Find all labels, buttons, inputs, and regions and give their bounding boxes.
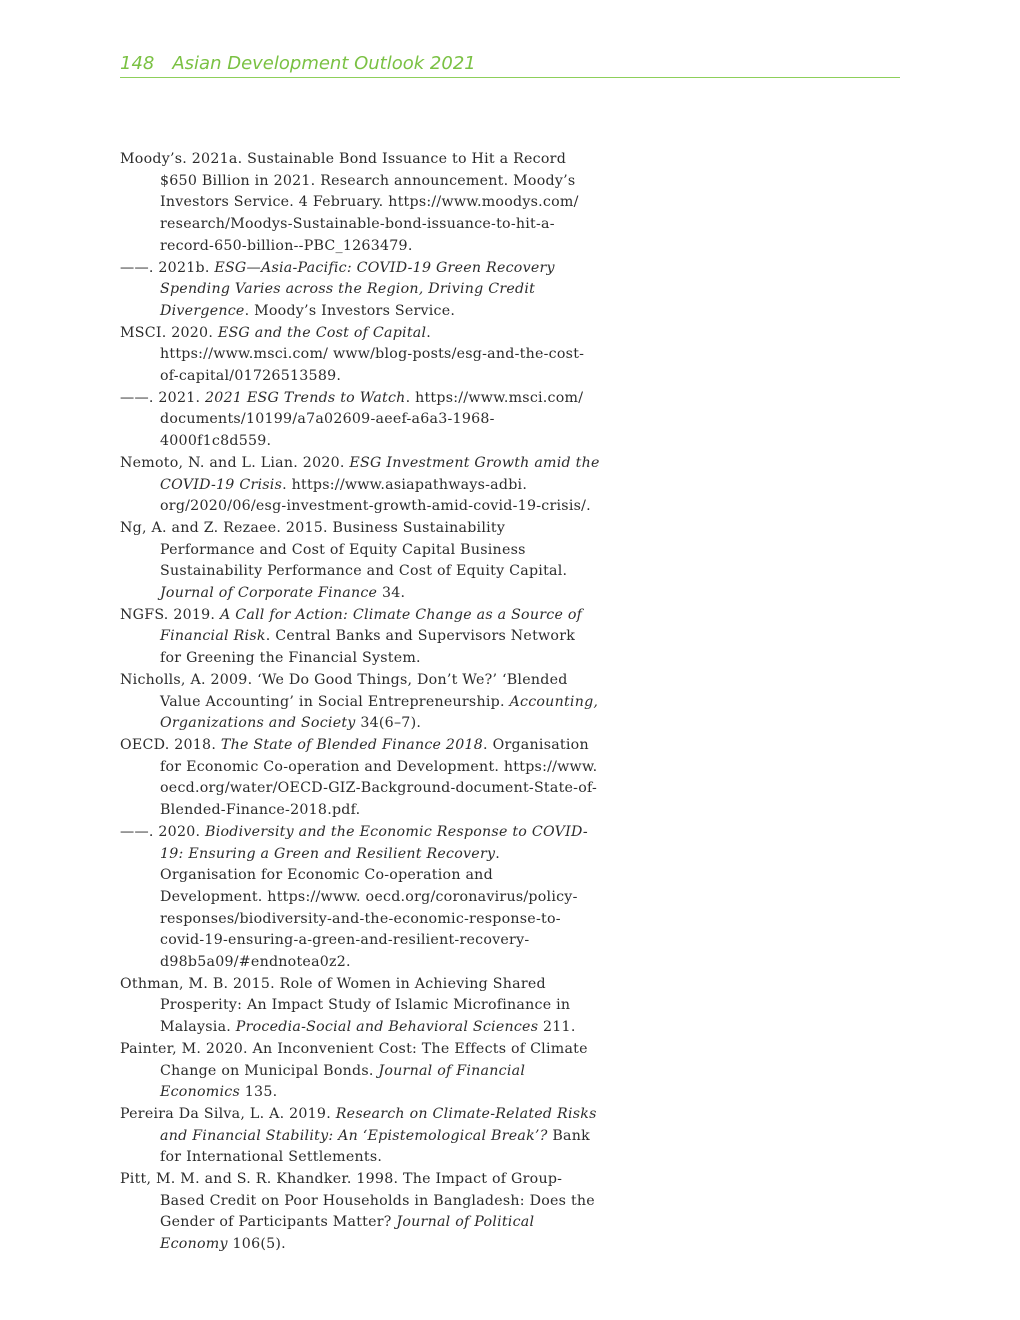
reference-text: Painter, M. 2020. An Inconvenient Cost: The Effects of Climate Change on Municipal Bonds. — [120, 1040, 588, 1079]
reference-title-italic: The State of Blended Finance 2018 — [220, 736, 484, 753]
reference-entry — [120, 735, 600, 822]
reference-text: Nicholls, A. 2009. ‘We Do Good Things, Don’t We?’ ‘Blended Value Accounting’ in Social Entrepreneurship. — [120, 671, 568, 710]
reference-title-italic: Journal of Political Economy — [160, 1214, 535, 1253]
reference-text: Moody’s. 2021a. Sustainable Bond Issuance to Hit a Record $650 Billion in 2021. Research announcement. Moody’s Investors Service. 4 February. https://www.moodys.com/ research/Moodys-Sustainable-bond-issuance-to-hit-a-record-650-billion--PBC_1263479. — [120, 151, 579, 254]
reference-title-italic: 2021 ESG Trends to Watch — [205, 389, 406, 406]
reference-title-italic: Journal of Corporate Finance — [160, 585, 378, 602]
reference-text: OECD. 2018. — [120, 736, 221, 753]
reference-text: MSCI. 2020. — [120, 324, 218, 341]
reference-entry — [120, 1104, 600, 1169]
reference-text: 34(6–7). — [355, 715, 422, 732]
publication-title: Asian Development Outlook 2021 — [172, 53, 476, 74]
reference-text: . Central Banks and Supervisors Network for Greening the Financial System. — [160, 628, 576, 667]
reference-entry — [120, 822, 600, 974]
reference-text: Nemoto, N. and L. Lian. 2020. — [120, 454, 350, 471]
reference-text: 106(5). — [227, 1236, 286, 1253]
reference-title-italic: Research on Climate-Related Risks and Financial Stability: An ‘Epistemological Break’? — [160, 1105, 597, 1144]
reference-title-italic: Accounting, Organizations and Society — [160, 693, 599, 732]
reference-title-italic: Biodiversity and the Economic Response to COVID-19: Ensuring a Green and Resilient Recovery — [160, 823, 588, 862]
reference-text: ——. 2021b. — [120, 259, 215, 276]
reference-text: ——. 2020. — [120, 823, 206, 840]
reference-entry — [120, 974, 600, 1039]
reference-title-italic: A Call for Action: Climate Change as a Source of Financial Risk — [160, 606, 583, 645]
reference-entry — [120, 323, 600, 388]
reference-title-italic: ESG Investment Growth amid the COVID-19 Crisis — [160, 454, 600, 493]
reference-entry — [120, 453, 600, 518]
reference-entry — [120, 518, 600, 605]
reference-text: Othman, M. B. 2015. Role of Women in Achieving Shared Prosperity: An Impact Study of Islamic Microfinance in Malaysia. — [120, 975, 571, 1036]
reference-title-italic: ESG and the Cost of Capital — [217, 324, 427, 341]
reference-text: Bank for International Settlements. — [160, 1127, 590, 1166]
reference-title-italic: Procedia-Social and Behavioral Sciences — [235, 1019, 539, 1036]
reference-entry — [120, 605, 600, 670]
reference-entry — [120, 258, 600, 323]
page-number: 148 — [120, 53, 155, 74]
reference-list — [120, 149, 600, 1256]
reference-entry — [120, 149, 600, 258]
reference-text: . https://www.asiapathways-adbi. org/2020/06/esg-investment-growth-amid-covid-19-crisis/. — [160, 476, 591, 515]
reference-text: . Organisation for Economic Co-operation and Development. https://www. oecd.org/coronavirus/policy-responses/biodiversity-and-the-economic-response-to-covid-19-ensuring-a-green-and-resilient-recovery-d98b5a09/#endnotea0z2. — [160, 845, 578, 971]
reference-text: 135. — [240, 1084, 278, 1101]
reference-text: 34. — [377, 585, 406, 602]
reference-entry — [120, 1039, 600, 1104]
reference-title-italic: Journal of Financial Economics — [160, 1062, 526, 1101]
running-header — [120, 50, 900, 78]
reference-title-italic: ESG—Asia-Pacific: COVID-19 Green Recovery Spending Varies across the Region, Driving Credit Divergence — [160, 259, 555, 319]
reference-text: NGFS. 2019. — [120, 606, 220, 623]
reference-text: . Moody’s Investors Service. — [244, 302, 456, 319]
reference-entry — [120, 670, 600, 735]
reference-entry — [120, 1169, 600, 1256]
reference-text: . Organisation for Economic Co-operation and Development. https://www. oecd.org/water/OECD-GIZ-Background-document-State-of-Blended-Finance-2018.pdf. — [160, 736, 598, 819]
reference-text: 211. — [538, 1019, 576, 1036]
reference-text: . https://www.msci.com/ www/blog-posts/esg-and-the-cost-of-capital/01726513589. — [160, 324, 585, 385]
reference-entry — [120, 388, 600, 453]
reference-text: Ng, A. and Z. Rezaee. 2015. Business Sustainability Performance and Cost of Equity Capital Business Sustainability Performance and Cost of Equity Capital. — [120, 519, 568, 580]
reference-text: ——. 2021. — [120, 389, 206, 406]
reference-text: . https://www.msci.com/ documents/10199/a7a02609-aeef-a6a3-1968-4000f1c8d559. — [160, 389, 584, 450]
reference-text: Pitt, M. M. and S. R. Khandker. 1998. The Impact of Group-Based Credit on Poor Households in Bangladesh: Does the Gender of Participants Matter? — [120, 1171, 595, 1231]
reference-text: Pereira Da Silva, L. A. 2019. — [120, 1105, 336, 1122]
